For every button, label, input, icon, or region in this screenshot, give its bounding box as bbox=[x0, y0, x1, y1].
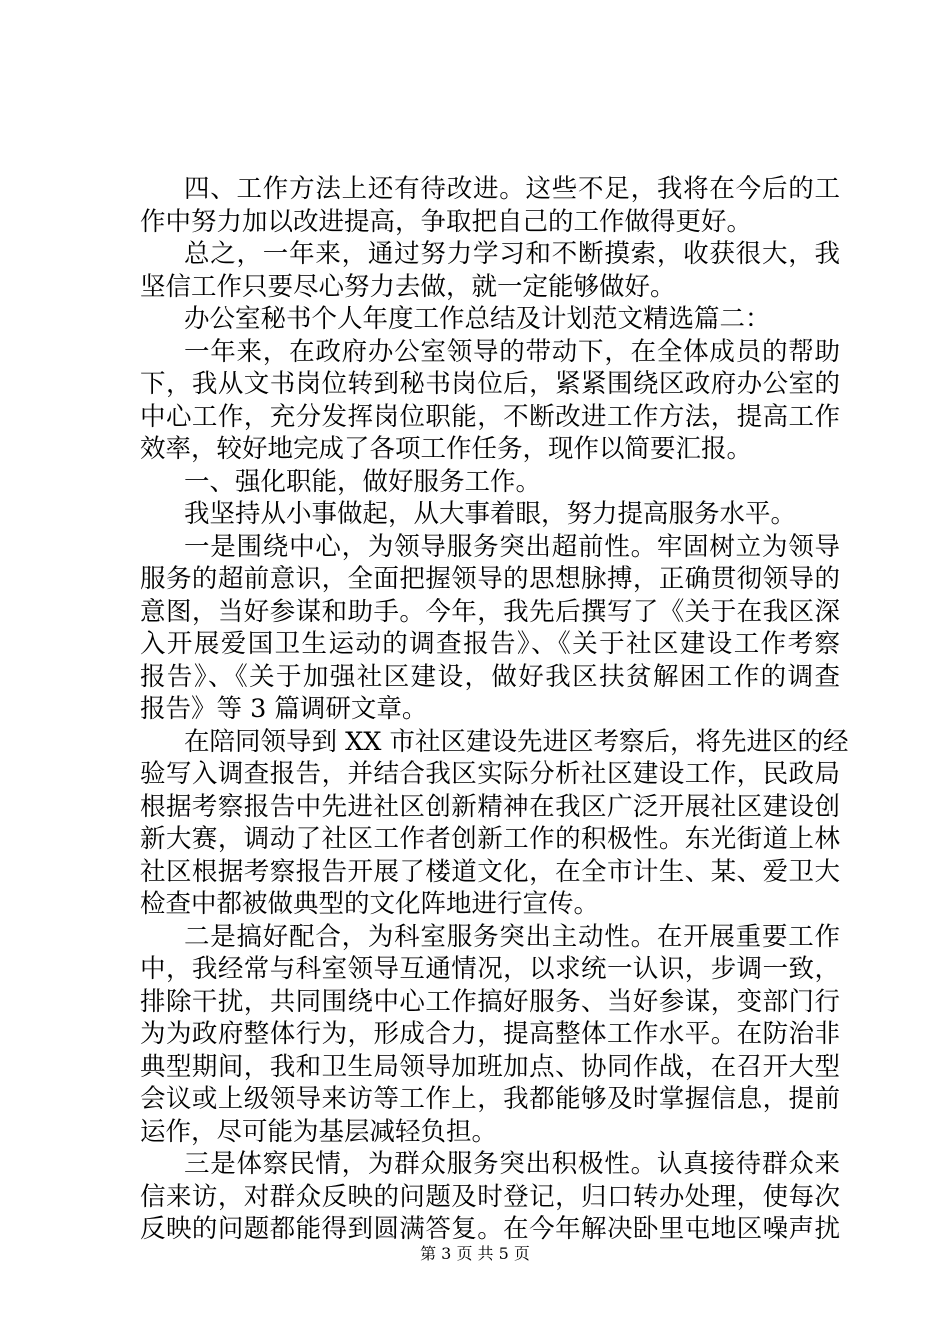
text-line: 在陪同领导到 XX 市社区建设先进区考察后，将先进区的经 bbox=[184, 726, 849, 757]
text-line: 新大赛，调动了社区工作者创新工作的积极性。东光街道上林 bbox=[140, 824, 840, 854]
text-line: 会议或上级领导来访等工作上，我都能够及时掌握信息，提前 bbox=[140, 1084, 840, 1114]
document-body bbox=[140, 173, 849, 1246]
text-line: 反映的问题都能得到圆满答复。在今年解决卧里屯地区噪声扰 bbox=[140, 1214, 840, 1244]
text-line: 作中努力加以改进提高，争取把自己的工作做得更好。 bbox=[140, 206, 753, 237]
text-line: 总之，一年来，通过努力学习和不断摸索，收获很大，我 bbox=[184, 239, 840, 269]
text-line: 下，我从文书岗位转到秘书岗位后，紧紧围绕区政府办公室的 bbox=[140, 369, 840, 399]
text-line: 一年来，在政府办公室领导的带动下，在全体成员的帮助 bbox=[184, 336, 840, 367]
text-line: 服务的超前意识，全面把握领导的思想脉搏，正确贯彻领导的 bbox=[140, 564, 840, 594]
text-line: 验写入调查报告，并结合我区实际分析社区建设工作，民政局 bbox=[140, 759, 840, 789]
text-line: 报告》、《关于加强社区建设，做好我区扶贫解困工作的调查 bbox=[140, 661, 840, 692]
text-line: 三是体察民情，为群众服务突出积极性。认真接待群众来 bbox=[184, 1149, 840, 1179]
text-line: 典型期间，我和卫生局领导加班加点、协同作战，在召开大型 bbox=[140, 1051, 840, 1082]
text-line: 信来访，对群众反映的问题及时登记，归口转办处理，使每次 bbox=[140, 1181, 840, 1212]
text-line: 一、强化职能，做好服务工作。 bbox=[184, 466, 542, 497]
text-line: 社区根据考察报告开展了楼道文化，在全市计生、某、爱卫大 bbox=[140, 856, 840, 887]
text-line: 办公室秘书个人年度工作总结及计划范文精选篇二： bbox=[184, 304, 771, 334]
text-line: 我坚持从小事做起，从大事着眼，努力提高服务水平。 bbox=[184, 499, 797, 529]
text-line: 检查中都被做典型的文化阵地进行宣传。 bbox=[140, 889, 600, 919]
text-line: 入开展爱国卫生运动的调查报告》、《关于社区建设工作考察 bbox=[140, 629, 840, 659]
text-line: 坚信工作只要尽心努力去做，就一定能够做好。 bbox=[140, 271, 676, 302]
page-footer: 第 3 页 共 5 页 bbox=[420, 1244, 530, 1263]
text-line: 四、工作方法上还有待改进。这些不足，我将在今后的工 bbox=[184, 174, 840, 204]
text-line: 中心工作，充分发挥岗位职能，不断改进工作方法，提高工作 bbox=[140, 401, 840, 432]
text-line: 一是围绕中心，为领导服务突出超前性。牢固树立为领导 bbox=[184, 531, 840, 562]
text-line: 根据考察报告中先进社区创新精神在我区广泛开展社区建设创 bbox=[140, 791, 840, 822]
text-line: 中，我经常与科室领导互通情况，以求统一认识，步调一致， bbox=[140, 954, 840, 984]
text-line: 二是搞好配合，为科室服务突出主动性。在开展重要工作 bbox=[184, 921, 840, 952]
text-line: 意图，当好参谋和助手。今年，我先后撰写了《关于在我区深 bbox=[140, 596, 840, 627]
text-line: 为为政府整体行为，形成合力，提高整体工作水平。在防治非 bbox=[140, 1019, 840, 1049]
text-line: 排除干扰，共同围绕中心工作搞好服务、当好参谋，变部门行 bbox=[140, 986, 840, 1017]
text-line: 运作，尽可能为基层减轻负担。 bbox=[140, 1116, 498, 1147]
text-line: 报告》等 3 篇调研文章。 bbox=[140, 694, 428, 724]
text-line: 效率，较好地完成了各项工作任务，现作以简要汇报。 bbox=[140, 434, 753, 464]
